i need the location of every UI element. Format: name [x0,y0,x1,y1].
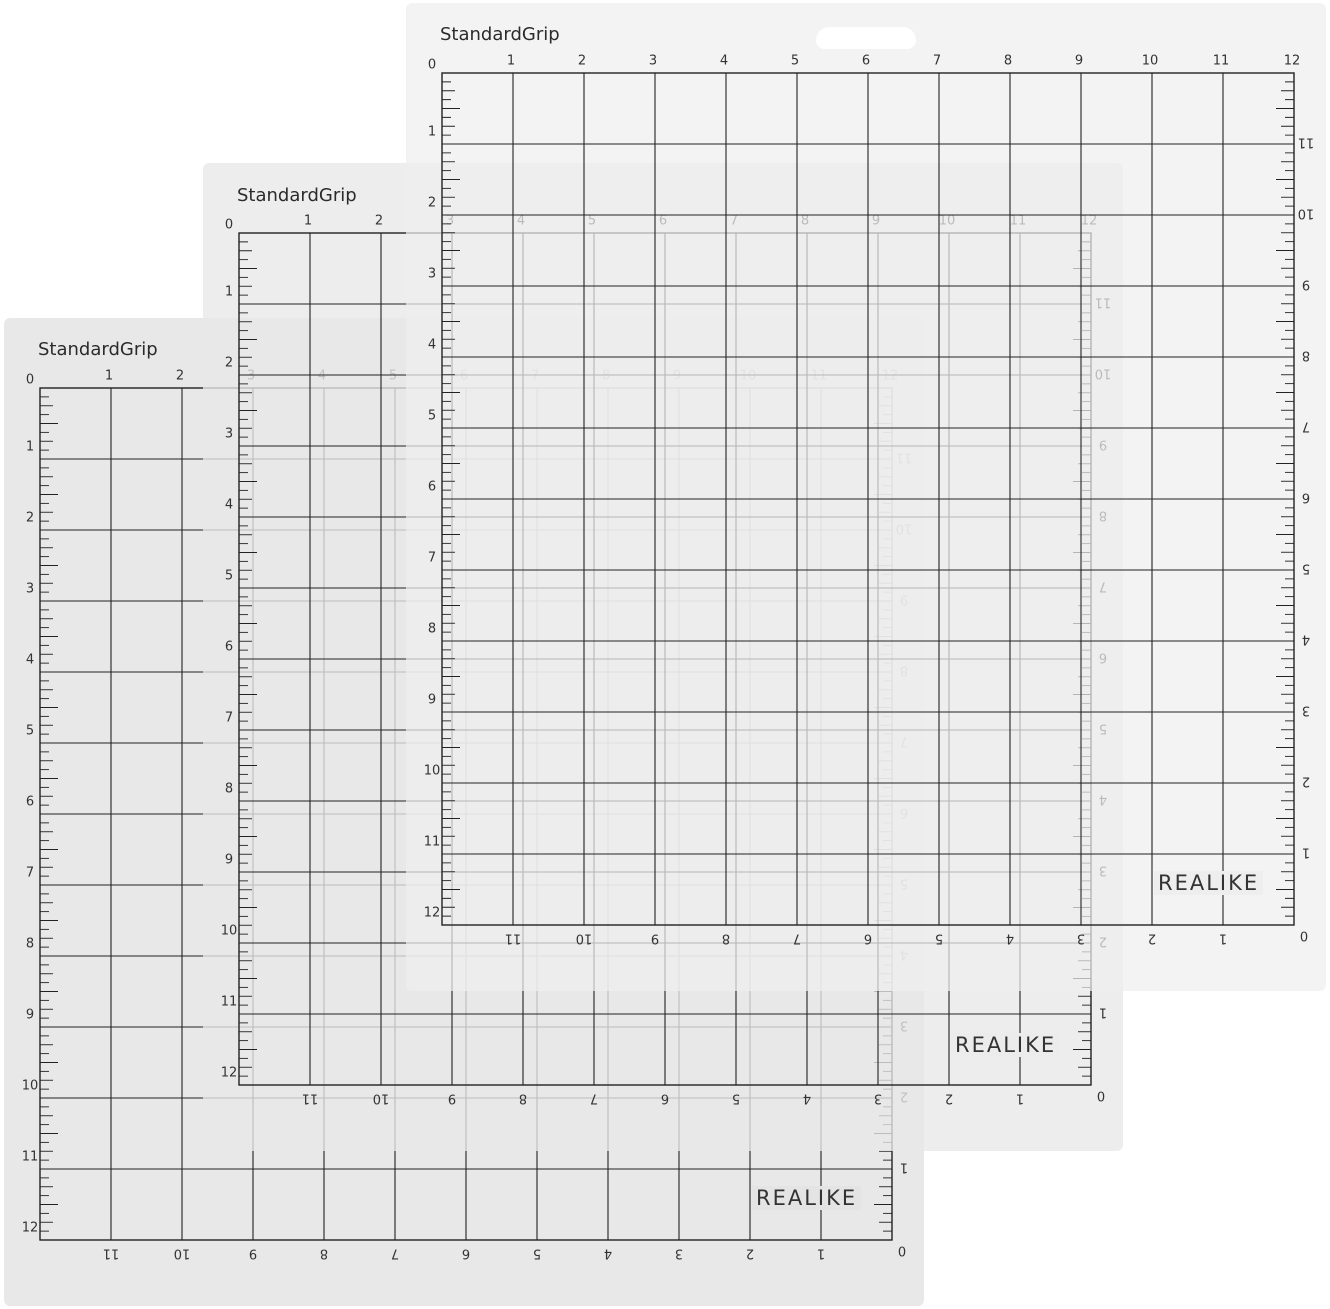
ruler-label: 3 [25,581,35,597]
ruler-label: 11 [1212,53,1230,69]
ruler-label: 9 [650,930,660,946]
ruler-label: 5 [1301,560,1311,576]
ruler-label: 3 [1301,702,1311,718]
ruler-label: 6 [1301,489,1311,505]
ruler-label: 10 [173,1245,191,1261]
ruler-label: 5 [934,930,944,946]
ruler-label: 5 [790,53,800,69]
ruler-label: 8 [25,936,35,952]
ruler-label: 12 [21,1220,39,1236]
ruler-label: 6 [861,53,871,69]
ruler-label: 4 [719,53,729,69]
ruler-label: 11 [504,930,522,946]
ruler-label: 10 [372,1090,390,1106]
ruler-label: 3 [873,1090,883,1106]
ruler-label: 1 [506,53,516,69]
ruler-label: 7 [427,550,437,566]
ruler-label: 0 [224,217,234,233]
ruler-label: 8 [427,621,437,637]
ruler-label: 11 [220,994,238,1010]
ruler-label: 2 [175,368,185,384]
ruler-label: 12 [220,1065,238,1081]
mat-brand-label: StandardGrip [237,185,357,206]
ruler-label: 9 [248,1245,258,1261]
ruler-label: 4 [427,337,437,353]
ruler-label: 1 [303,213,313,229]
ruler-label: 1 [1098,1004,1108,1020]
ruler-label: 11 [21,1149,39,1165]
ruler-label: 4 [802,1090,812,1106]
ruler-label: 0 [427,57,437,73]
ruler-label: 12 [1283,53,1301,69]
cutting-mat-back [406,3,1326,991]
ruler-label: 6 [224,639,234,655]
ruler-label: 10 [1141,53,1159,69]
ruler-label: 8 [1003,53,1013,69]
ruler-label: 10 [575,930,593,946]
ruler-label: 2 [944,1090,954,1106]
ruler-label: 9 [1301,276,1311,292]
ruler-label: 9 [447,1090,457,1106]
ruler-label: 3 [427,266,437,282]
ruler-label: 2 [1301,773,1311,789]
ruler-label: 4 [224,497,234,513]
ruler-label: 6 [660,1090,670,1106]
ruler-label: 1 [899,1159,909,1175]
ruler-label: 3 [224,426,234,442]
ruler-label: 1 [1218,930,1228,946]
ruler-label: 8 [1301,347,1311,363]
mat-logo: REALIKE [1154,871,1263,895]
ruler-label: 11 [301,1090,319,1106]
ruler-label: 4 [25,652,35,668]
ruler-label: 6 [427,479,437,495]
ruler-label: 1 [1015,1090,1025,1106]
ruler-label: 7 [792,930,802,946]
ruler-label: 5 [731,1090,741,1106]
ruler-label: 1 [816,1245,826,1261]
ruler-label: 2 [374,213,384,229]
ruler-label: 2 [577,53,587,69]
ruler-label: 11 [1297,134,1315,150]
ruler-label: 1 [104,368,114,384]
ruler-label: 10 [21,1078,39,1094]
ruler-label: 3 [648,53,658,69]
mat-grid [406,3,1326,991]
ruler-label: 10 [1297,205,1315,221]
mat-logo: REALIKE [752,1186,861,1210]
ruler-label: 9 [224,852,234,868]
ruler-label: 8 [518,1090,528,1106]
ruler-label: 6 [25,794,35,810]
ruler-label: 4 [1301,631,1311,647]
ruler-label: 11 [423,834,441,850]
ruler-label: 12 [423,905,441,921]
ruler-label: 10 [423,763,441,779]
ruler-label: 7 [932,53,942,69]
ruler-label: 7 [589,1090,599,1106]
ruler-label: 0 [897,1245,907,1261]
ruler-label: 1 [1301,844,1311,860]
ruler-label: 6 [863,930,873,946]
ruler-label: 2 [224,355,234,371]
ruler-label: 3 [674,1245,684,1261]
ruler-label: 9 [427,692,437,708]
ruler-label: 4 [1005,930,1015,946]
ruler-label: 2 [25,510,35,526]
ruler-label: 0 [1299,930,1309,946]
ruler-label: 8 [721,930,731,946]
ruler-label: 1 [25,439,35,455]
ruler-label: 1 [427,124,437,140]
ruler-label: 7 [224,710,234,726]
ruler-label: 10 [220,923,238,939]
ruler-label: 9 [1074,53,1084,69]
ruler-label: 8 [224,781,234,797]
ruler-label: 7 [1301,418,1311,434]
ruler-label: 7 [25,865,35,881]
ruler-label: 4 [603,1245,613,1261]
ruler-label: 2 [427,195,437,211]
hang-hole [816,27,916,49]
mat-brand-label: StandardGrip [440,24,560,45]
ruler-label: 1 [224,284,234,300]
ruler-label: 5 [224,568,234,584]
ruler-label: 11 [102,1245,120,1261]
ruler-label: 3 [1076,930,1086,946]
ruler-label: 6 [461,1245,471,1261]
ruler-label: 5 [427,408,437,424]
ruler-label: 2 [1147,930,1157,946]
mat-brand-label: StandardGrip [38,339,158,360]
ruler-label: 5 [532,1245,542,1261]
ruler-label: 5 [25,723,35,739]
ruler-label: 2 [745,1245,755,1261]
ruler-label: 8 [319,1245,329,1261]
mat-logo: REALIKE [951,1033,1060,1057]
ruler-label: 7 [390,1245,400,1261]
ruler-label: 0 [1096,1090,1106,1106]
ruler-label: 9 [25,1007,35,1023]
ruler-label: 0 [25,372,35,388]
